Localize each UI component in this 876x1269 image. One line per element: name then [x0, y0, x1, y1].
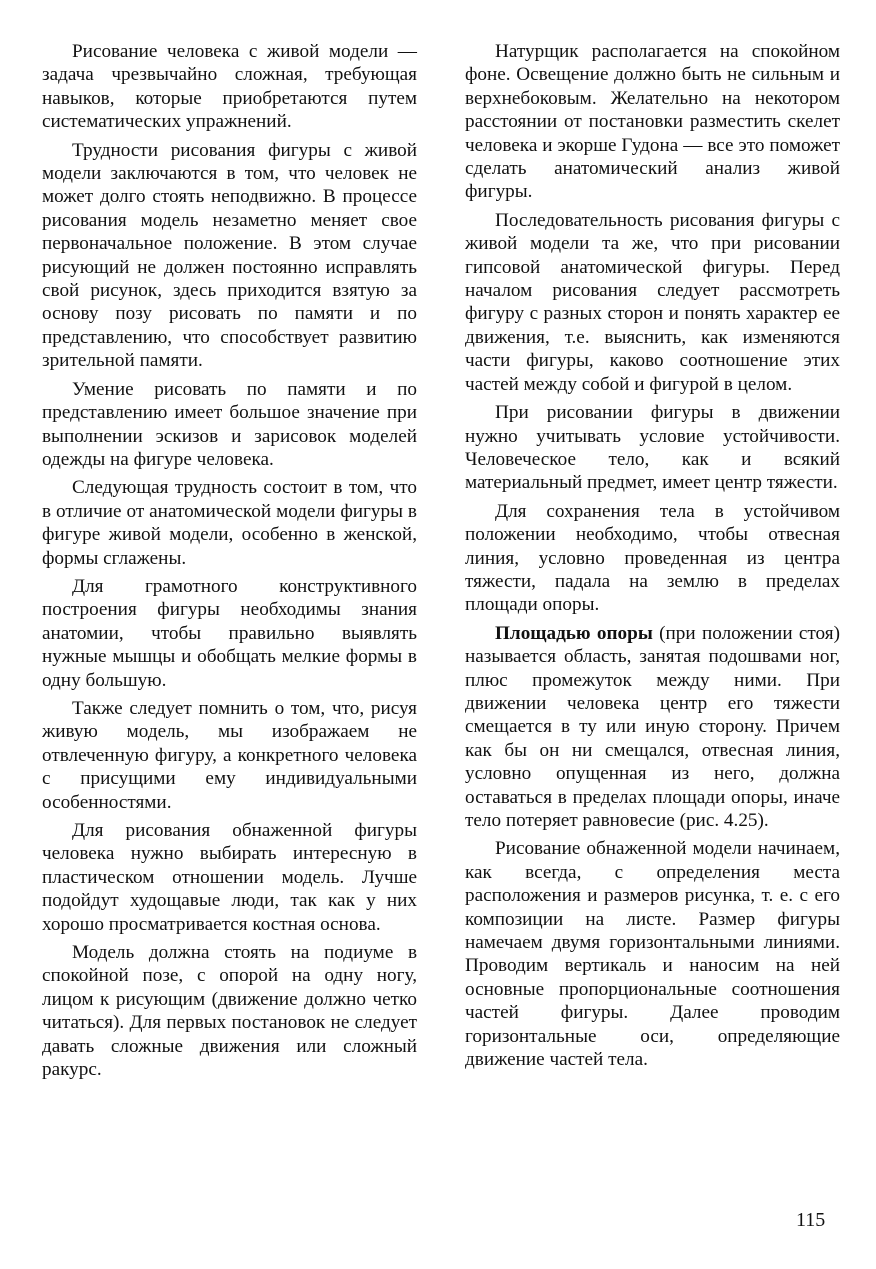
paragraph: Для рисования обнаженной фигуры человека нужно выбирать интересную в пластическом отношении модель. Лучше подойдут худощавые люди, так как у них хорошо просматривается костная основа.: [42, 820, 417, 935]
page-number: 115: [796, 1209, 826, 1231]
paragraph: Последовательность рисования фигуры с живой модели та же, что при рисовании гипсовой анатомической фигуры. Перед началом рисования следует рассмотреть фигуру с разных сторон и понять характер ее движения, т.е. выяснить, как изменяются части фигуры, каково соотношение этих частей между собой и фигурой в целом.: [465, 209, 840, 395]
paragraph: При рисовании фигуры в движении нужно учитывать условие устойчивости. Человеческое тело, как и всякий материальный предмет, имеет центр тяжести.: [465, 402, 840, 494]
right-column: [465, 40, 840, 1071]
paragraph: Натурщик располагается на спокойном фоне. Освещение должно быть не сильным и верхнебоковым. Желательно на некотором расстоянии от постановки разместить скелет человека и экорше Гудона — все это поможет сделать анатомический анализ живой фигуры.: [465, 41, 840, 203]
definition-text: (при положении стоя) называется область, занятая подошвами ног, плюс промежуток между ними. При движении человека центр его тяжести смещается в ту или иную сторону. Причем как бы он ни смещался, отвесная линия, условно опущенная из него, должна оставаться в пределах площади опоры, иначе тело потеряет равновесие (рис. 4.25).: [465, 622, 840, 831]
paragraph: Следующая трудность состоит в том, что в отличие от анатомической модели фигуры в фигуре живой модели, особенно в женской, формы сглажены.: [42, 477, 417, 569]
paragraph: Модель должна стоять на подиуме в спокойной позе, с опорой на одну ногу, лицом к рисующим (движение должно четко читаться). Для первых постановок не следует давать сложные движения или сложный ракурс.: [42, 942, 417, 1081]
defined-term: Площадью опоры: [495, 622, 653, 644]
paragraph: Для сохранения тела в устойчивом положении необходимо, чтобы отвесная линия, условно проведенная из центра тяжести, падала на землю в пределах площади опоры.: [465, 500, 840, 616]
paragraph: Умение рисовать по памяти и по представлению имеет большое значение при выполнении эскизов и зарисовок моделей одежды на фигуре человека.: [42, 378, 417, 470]
paragraph: Также следует помнить о том, что, рисуя живую модель, мы изображаем не отвлеченную фигуру, а конкретного человека с присущими ему индивидуальными особенностями.: [42, 697, 417, 813]
paragraph: Трудности рисования фигуры с живой модели заключаются в том, что человек не может долго стоять неподвижно. В процессе рисования модель незаметно меняет свое первоначальное положение. В этом случае рисующий не должен постоянно исправлять свой рисунок, здесь приходится взятую за основу позу рисовать по памяти и по представлению, что способствует развитию зрительной памяти.: [42, 139, 417, 372]
paragraph: Для грамотного конструктивного построения фигуры необходимы знания анатомии, чтобы правильно выявлять нужные мышцы и обобщать мелкие формы в одну большую.: [42, 575, 417, 691]
paragraph: Рисование обнаженной модели начинаем, как всегда, с определения места расположения и размеров рисунка, т. е. с его композиции на листе. Размер фигуры намечаем двумя горизонтальными линиями. Проводим вертикаль и наносим на ней основные пропорциональные соотношения частей фигуры. Далее проводим горизонтальные оси, определяющие движение частей тела.: [465, 838, 840, 1071]
paragraph: Рисование человека с живой модели — задача чрезвычайно сложная, требующая навыков, которые приобретаются путем систематических упражнений.: [42, 41, 417, 133]
definition-paragraph: [465, 622, 840, 833]
left-column: [42, 40, 417, 1081]
